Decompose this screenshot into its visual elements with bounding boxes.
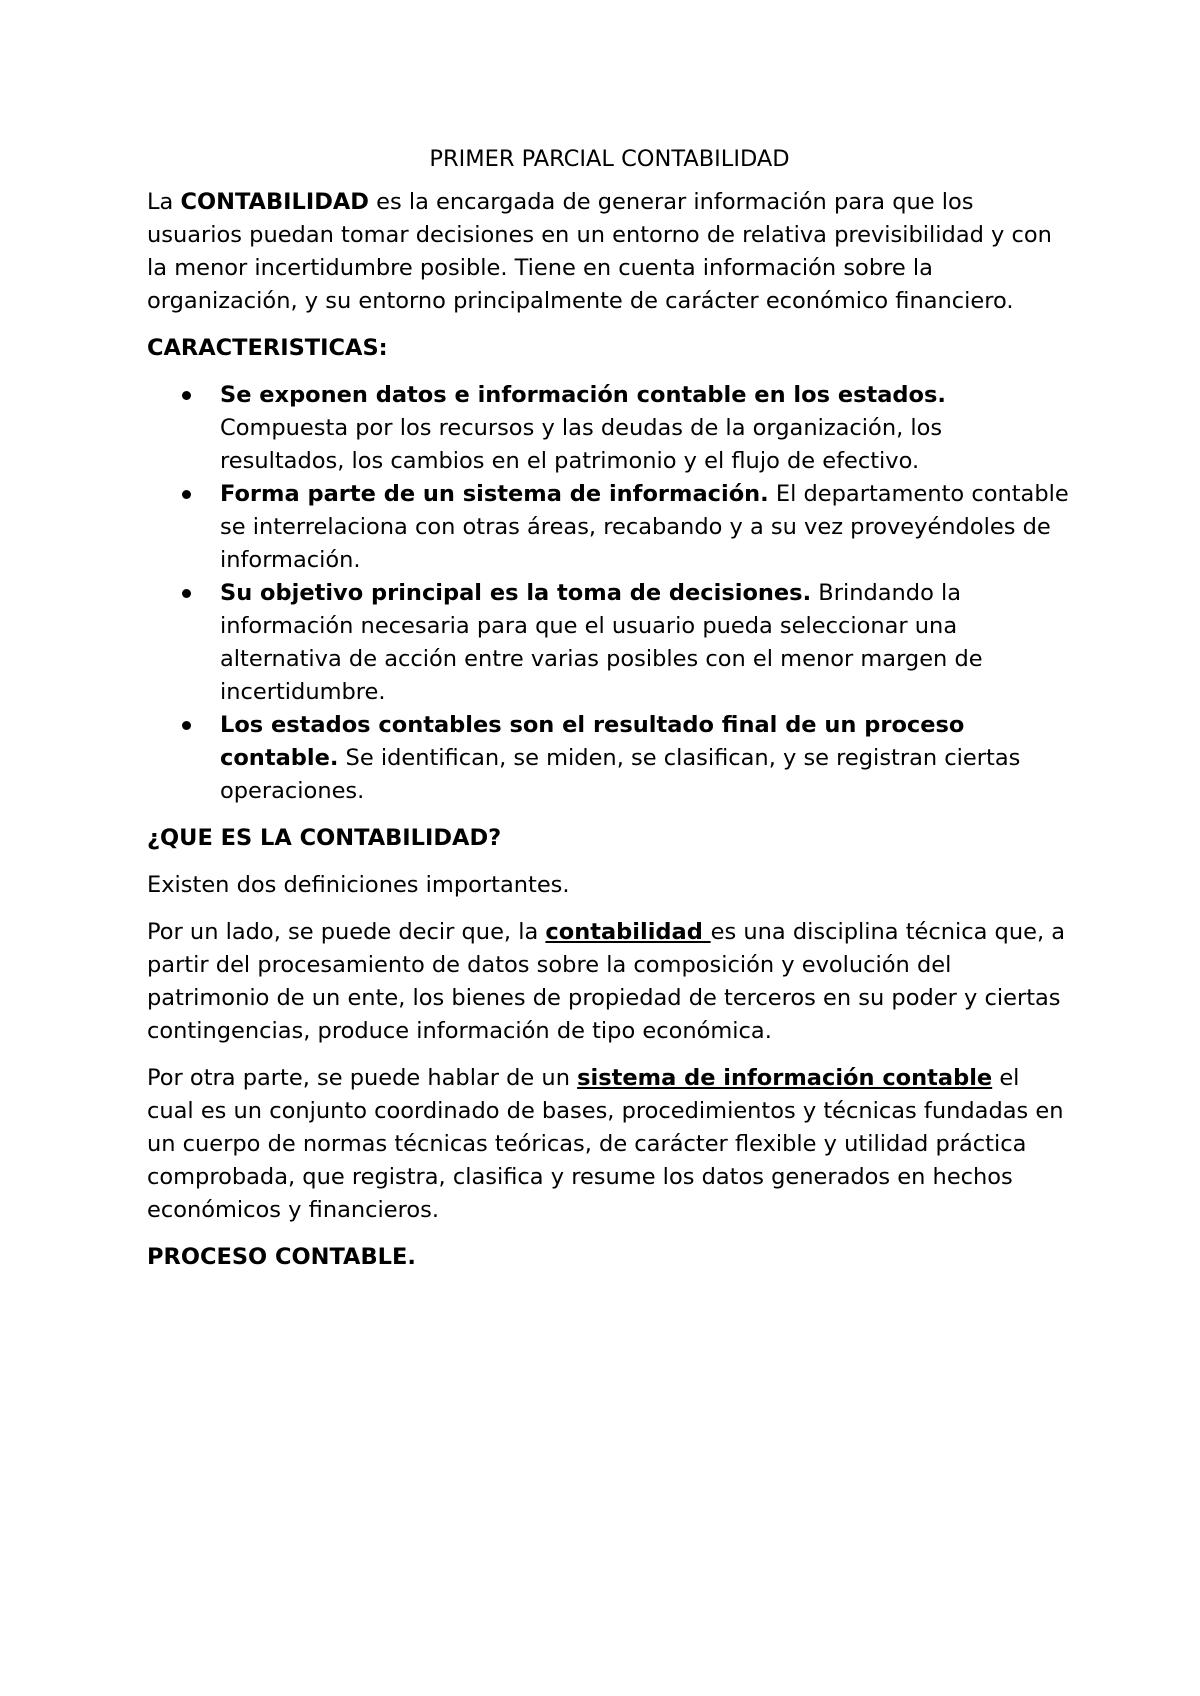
bullet-icon	[182, 589, 191, 598]
bullet-icon	[182, 721, 191, 730]
list-item	[147, 709, 1072, 808]
process-heading: PROCESO CONTABLE.	[147, 1244, 416, 1270]
list-item-bold: Los estados contables son el resultado final de un proceso contable.	[220, 712, 965, 771]
intro-text: es la encargada de generar información para que los usuarios puedan tomar decisiones en un entorno de relativa previsibilidad y con la menor incertidumbre posible. Tiene en cuenta información sobre la organización, y su entorno principalmente de carácter económico financiero.	[147, 189, 1052, 314]
document-title: PRIMER PARCIAL CONTABILIDAD	[429, 146, 790, 172]
list-item-bold: Su objetivo principal es la toma de decisiones.	[220, 580, 812, 606]
what-is-heading: ¿QUE ES LA CONTABILIDAD?	[147, 825, 502, 851]
list-item-text: Se identifican, se miden, se clasifican, y se registran ciertas operaciones.	[220, 745, 1021, 804]
bullet-icon	[182, 490, 191, 499]
definition-paragraph-2	[147, 1062, 1072, 1227]
definition-paragraph-1	[147, 916, 1072, 1048]
definition-1-text: es una disciplina técnica que, a partir del procesamiento de datos sobre la composición y evolución del patrimonio de un ente, los bienes de propiedad de terceros en su poder y ciertas contingencias, produce información de tipo económica.	[147, 919, 1066, 1044]
definitions-intro: Existen dos definiciones importantes.	[147, 872, 570, 898]
document-page	[147, 143, 1072, 1288]
characteristics-heading: CARACTERISTICAS:	[147, 335, 388, 361]
definition-1-term: contabilidad	[545, 919, 711, 945]
intro-paragraph	[147, 186, 1072, 318]
list-item-bold: Se exponen datos e información contable en los estados.	[220, 382, 946, 408]
definition-2-text: el cual es un conjunto coordinado de bases, procedimientos y técnicas fundadas en un cuerpo de normas técnicas teóricas, de carácter flexible y utilidad práctica comprobada, que registra, clasifica y resume los datos generados en hechos económicos y financieros.	[147, 1065, 1064, 1223]
list-item-text: Compuesta por los recursos y las deudas de la organización, los resultados, los cambios en el patrimonio y el flujo de efectivo.	[220, 415, 943, 474]
list-item-bold: Forma parte de un sistema de información.	[220, 481, 769, 507]
intro-prefix: La	[147, 189, 181, 215]
definition-1-prefix: Por un lado, se puede decir que, la	[147, 919, 546, 945]
list-item	[147, 478, 1072, 577]
bullet-icon	[182, 391, 191, 400]
characteristics-list	[147, 379, 1072, 808]
definition-2-prefix: Por otra parte, se puede hablar de un	[147, 1065, 578, 1091]
list-item	[147, 577, 1072, 709]
definition-2-term: sistema de información contable	[577, 1065, 993, 1091]
intro-bold-term: CONTABILIDAD	[180, 189, 369, 215]
list-item-text: Brindando la información necesaria para que el usuario pueda seleccionar una alternativa de acción entre varias posibles con el menor margen de incertidumbre.	[220, 580, 983, 705]
list-item-text: El departamento contable se interrelaciona con otras áreas, recabando y a su vez proveyéndoles de información.	[220, 481, 1069, 573]
list-item	[147, 379, 1072, 478]
